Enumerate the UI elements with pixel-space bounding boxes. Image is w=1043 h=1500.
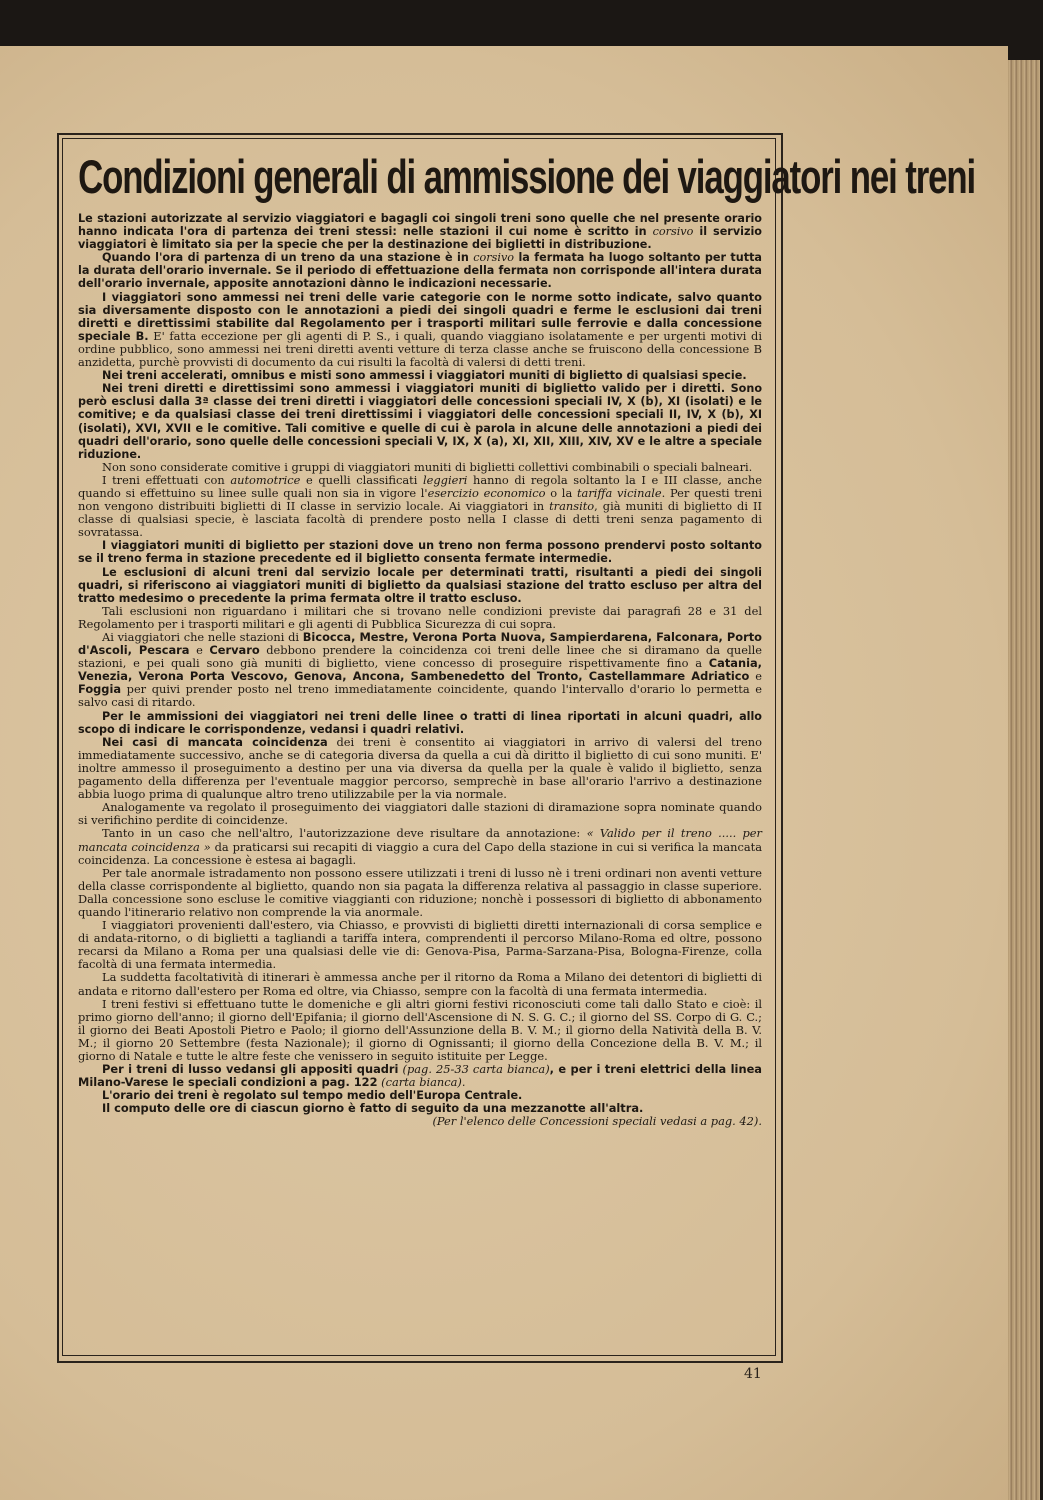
p2-text-c: la fermata ha luogo soltanto per tutta la durata dell'orario invernale. Se il periodo di effettuazione della fermata non corrisponde all'intera durata dell'orario invernale, apposite annotazioni dànno le indicazioni necessarie. — [78, 251, 762, 291]
paragraph-5: Nei treni diretti e direttissimi sono ammessi i viaggiatori muniti di biglietto valido per i diretti. Sono però esclusi dalla 3ª classe dei treni diretti i viaggiatori delle concessioni speciali IV, X (b), XI (isolati) e le comitive; e da qualsiasi classe dei treni direttissimi i viaggiatori delle concessioni speciali II, IV, X (b), XI (isolati), XVI, XVII e le comitive. Tali comitive e quelle di cui è parola in alcune delle annotazioni a piedi dei quadri dell'orario, sono quelle delle concessioni speciali V, IX, X (a), XI, XII, XIII, XIV, XV e le altre a speciale riduzione. — [78, 382, 762, 461]
p7-j: transito — [549, 499, 595, 514]
p13-bold: Nei casi di mancata coincidenza — [102, 734, 328, 749]
p22-note: (Per l'elenco delle Concessioni speciali vedasi a pag. 42). — [432, 1114, 762, 1129]
paragraph-13 — [78, 736, 762, 801]
p7-c: e quelli classificati — [300, 472, 423, 487]
p11-d: Cervaro — [209, 643, 260, 658]
p15-c: da praticarsi sui recapiti di viaggio a cura del Capo della stazione in cui si verifica la mancata coincidenza. La concessione è estesa ai bagagli. — [78, 839, 762, 867]
paragraph-2 — [78, 251, 762, 290]
p11-h: Foggia — [78, 682, 122, 697]
p11-b: Bicocca, Mestre, Verona Porta Nuova, Sampierdarena, Falconara, Porto d'Ascoli, Pescara — [78, 630, 762, 658]
page-title: Condizioni generali di ammissione dei viaggiatori nei treni — [78, 150, 976, 203]
paragraph-16: Per tale anormale istradamento non possono essere utilizzati i treni di lusso nè i treni ordinari non aventi vetture della classe corrispondente al biglietto, quando non sia pagata la differenza relativa al passaggio in classe superiore. Dalla concessione sono escluse le comitive viaggianti con riduzione; nonchè i possessori di biglietto di abbonamento quando l'itinerario relativo non comprende la via anormale. — [78, 865, 762, 919]
p15-a: Tanto in un caso che nell'altro, l'autorizzazione deve risultare da annotazione: — [102, 826, 587, 841]
p3-text: E' fatta eccezione per gli agenti di P. S., i quali, quando viaggiano isolatamente e per urgenti motivi di ordine pubblico, sono ammessi nei treni diretti aventi vetture di terza classe anche se fruiscono della concessione B anzidetta, purchè provvisti di documento da cui risulti la facoltà di valersi di detti treni. — [78, 328, 762, 370]
paragraph-17: I viaggiatori provenienti dall'estero, via Chiasso, e provvisti di biglietti diretti internazionali di corsa semplice e di andata-ritorno, o di biglietti a tagliandi a tariffa intera, comprendenti il percorso Milano-Roma ed oltre, possono recarsi da Milano a Roma per una qualsiasi delle vie di: Genova-Pisa, Parma-Sarzana-Pisa, Bologna-Firenze, colla facoltà di una fermata intermedia. — [78, 918, 762, 972]
paragraph-18: La suddetta facoltatività di itinerari è ammessa anche per il ritorno da Roma a Milano dei detentori di biglietti di andata e ritorno dall'estero per Roma ed oltre, via Chiasso, sempre con la facoltà di una fermata intermedia. — [78, 970, 762, 998]
p7-k: , già muniti di biglietto di II classe di qualsiasi specie, è lasciata facoltà di prendere posto nella I classe di detti treni senza pagamento di sovratassa. — [78, 499, 762, 540]
paragraph-1 — [78, 212, 762, 251]
p11-c: e — [189, 643, 210, 658]
paragraph-9: Le esclusioni di alcuni treni dal servizio locale per determinati tratti, risultanti a piedi dei singoli quadri, si riferiscono ai viaggiatori muniti di biglietto da qualsiasi stazione del tratto escluso per altra del tratto medesimo o precedente la prima fermata oltre il tratto escluso. — [78, 565, 762, 605]
paragraph-4: Nei treni accelerati, omnibus e misti sono ammessi i viaggiatori muniti di biglietto di qualsiasi specie. — [102, 369, 747, 383]
page-edges — [1008, 60, 1040, 1500]
p7-b: automotrice — [230, 472, 301, 487]
p1-text-a: Le stazioni autorizzate al servizio viaggiatori e bagagli coi singoli treni sono quelle che nel presente orario hanno indicata l'ora di partenza dei treni stessi: nelle stazioni il cui nome è scritto in — [78, 212, 762, 239]
p2-text-a: Quando l'ora di partenza di un treno da una stazione è in — [102, 251, 474, 265]
paragraph-3 — [78, 291, 762, 370]
p7-f: esercizio economico — [427, 485, 546, 500]
page-number: 41 — [744, 1366, 762, 1382]
paragraph-22 — [78, 1101, 762, 1129]
paragraph-11 — [78, 631, 762, 710]
paragraph-12: Per le ammissioni dei viaggiatori nei treni delle linee o tratti di linea riportati in alcuni quadri, allo scopo di indicare le corrispondenze, vedansi i quadri relativi. — [78, 709, 762, 736]
p7-h: tariffa vicinale — [576, 485, 662, 500]
p11-i: per quivi prender posto nel treno immediatamente coincidente, quando l'intervallo d'orario lo permetta e salvo casi di ritardo. — [78, 682, 762, 710]
p20-c: , e per i treni elettrici della linea Milano-Varese le speciali condizioni a pag. 122 — [78, 1062, 762, 1090]
p2-italic: corsivo — [473, 251, 515, 265]
paragraph-19: I treni festivi si effettuano tutte le domeniche e gli altri giorni festivi riconosciuti come tali dallo Stato e cioè: il primo giorno dell'anno; il giorno dell'Epifania; il giorno dell'Ascensione di N. S. G. C.; il giorno del SS. Corpo di G. C.; il giorno dei Beati Apostoli Pietro e Paolo; il giorno dell'Assunzione della B. V. M.; il giorno della Natività della B. V. M.; il giorno 20 Settembre (festa Nazionale); il giorno di Ognissanti; il giorno della Concezione della B. V. M.; il giorno di Natale e tutte le altre feste che venissero in seguito istituite per Legge. — [78, 996, 762, 1063]
p1-italic: corsivo — [652, 225, 694, 239]
p7-d: leggieri — [422, 472, 468, 487]
p11-a: Ai viaggiatori che nelle stazioni di — [102, 630, 303, 644]
document-body — [78, 148, 976, 1354]
paragraph-8: I viaggiatori muniti di biglietto per stazioni dove un treno non ferma possono prendervi posto soltanto se il treno ferma in stazione precedente ed il biglietto consenta fermate intermedie. — [78, 539, 762, 566]
paragraph-7 — [78, 474, 762, 539]
p11-g: e — [749, 669, 762, 684]
p11-f: Catania, Venezia, Verona Porta Vescovo, Genova, Ancona, Sambenedetto del Tronto, Castellammare Adriatico — [78, 656, 762, 684]
p1-text-c: il servizio viaggiatori è limitato sia per la specie che per la destinazione dei biglietti in distribuzione. — [78, 225, 762, 252]
p22-bold: Il computo delle ore di ciascun giorno è fatto di seguito da una mezzanotte all'altra. — [102, 1101, 644, 1116]
paragraph-6: Non sono considerate comitive i gruppi di viaggiatori muniti di biglietti collettivi combinabili o speciali balneari. — [102, 459, 753, 474]
p7-a: I treni effettuati con — [102, 472, 231, 487]
p13-text: dei treni è consentito ai viaggiatori in arrivo di valersi del treno immediatamente successivo, anche se di categoria diversa da quella a cui dà diritto il biglietto di cui sono muniti. E' inoltre ammesso il proseguimento a destino per una via diversa da quella per la quale è valido il biglietto, senza pagamento della differenza per l'eventuale maggior percorso, semprechè in base all'orario l'arrivo a destinazione abbia luogo prima di qualunque altro treno utilizzabile per la via normale. — [78, 734, 762, 802]
p11-e: debbono prendere la coincidenza coi treni delle linee che si diramano da quelle stazioni, e pei quali sono già muniti di biglietto, viene concesso di proseguire rispettivamente fino a — [78, 643, 762, 671]
p20-d: (carta bianca). — [377, 1075, 466, 1090]
p3-bold: I viaggiatori sono ammessi nei treni delle varie categorie con le norme sotto indicate, salvo quanto sia diversamente disposto con le annotazioni a piedi dei singoli quadri e ferme le esclusioni dai treni diretti e direttissimi stabilite dal Regolamento per i trasporti militari sulle ferrovie e dalla concessione speciale B. — [78, 289, 762, 343]
paragraph-14: Analogamente va regolato il proseguimento dei viaggiatori dalle stazioni di diramazione sopra nominate quando si verifichino perdite di coincidenze. — [78, 800, 762, 828]
p7-e: hanno di regola soltanto la I e III classe, anche quando si effettuino su linee sulle quali non sia in vigore l' — [78, 472, 763, 500]
p7-i: . Per questi treni non vengono distribuiti biglietti di II classe in servizio locale. Ai viaggiatori in — [78, 485, 762, 514]
p15-b: « Valido per il treno ..... per mancata coincidenza » — [78, 826, 762, 854]
paragraph-10: Tali esclusioni non riguardano i militari che si trovano nelle condizioni previste dai paragrafi 28 e 31 del Regolamento per i trasporti militari e gli agenti di Pubblica Sicurezza di cui sopra. — [78, 603, 762, 631]
paragraph-20 — [78, 1063, 762, 1089]
paragraph-15 — [78, 827, 762, 866]
p20-b: (pag. 25-33 carta bianca) — [398, 1062, 550, 1077]
p7-g: o la — [545, 485, 577, 500]
paragraph-21: L'orario dei treni è regolato sul tempo medio dell'Europa Centrale. — [102, 1089, 523, 1103]
p20-a: Per i treni di lusso vedansi gli appositi quadri — [102, 1062, 399, 1077]
